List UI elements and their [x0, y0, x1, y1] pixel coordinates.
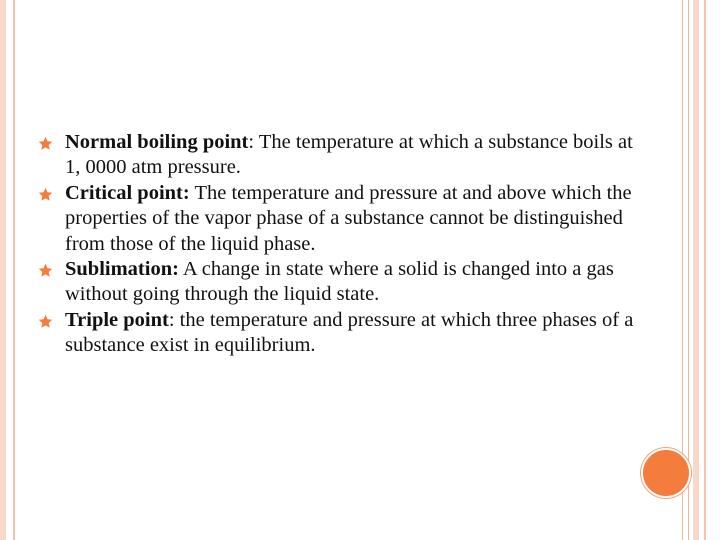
left-border-line	[13, 0, 15, 540]
star-bullet-icon	[38, 263, 53, 278]
right-border-strip	[693, 0, 699, 540]
bullet-text: The temperature at which a substance boils at 1, 0000 atm pressure.	[65, 131, 633, 179]
bullet-text: the temperature and pressure at which three phases of a substance exist in equilibrium.	[65, 308, 634, 357]
bullet-term: Normal boiling point	[65, 131, 249, 153]
bullet-text: A change in state where a solid is changed into a gas without going through the liquid state.	[65, 258, 614, 306]
bullet-item-triple-point	[38, 308, 638, 359]
bullet-item-sublimation	[38, 257, 638, 308]
bullet-term: Triple point	[65, 308, 169, 331]
bullet-text: The temperature and pressure at and above which the properties of the vapor phase of a substance cannot be distinguished from those of the liquid phase.	[65, 181, 632, 255]
left-border-strip	[0, 0, 6, 540]
star-bullet-icon	[38, 314, 53, 329]
decorative-circle	[641, 448, 691, 498]
right-border-line	[704, 0, 706, 540]
star-bullet-icon	[38, 136, 53, 151]
bullet-item-critical-point	[38, 181, 638, 257]
bullet-term: Critical point:	[65, 181, 190, 204]
bullet-separator: :	[168, 308, 180, 331]
bullet-list	[38, 130, 638, 359]
star-bullet-icon	[38, 187, 53, 202]
bullet-item-normal-boiling-point	[38, 130, 638, 181]
bullet-term: Sublimation:	[65, 258, 179, 281]
bullet-separator: :	[248, 131, 259, 153]
